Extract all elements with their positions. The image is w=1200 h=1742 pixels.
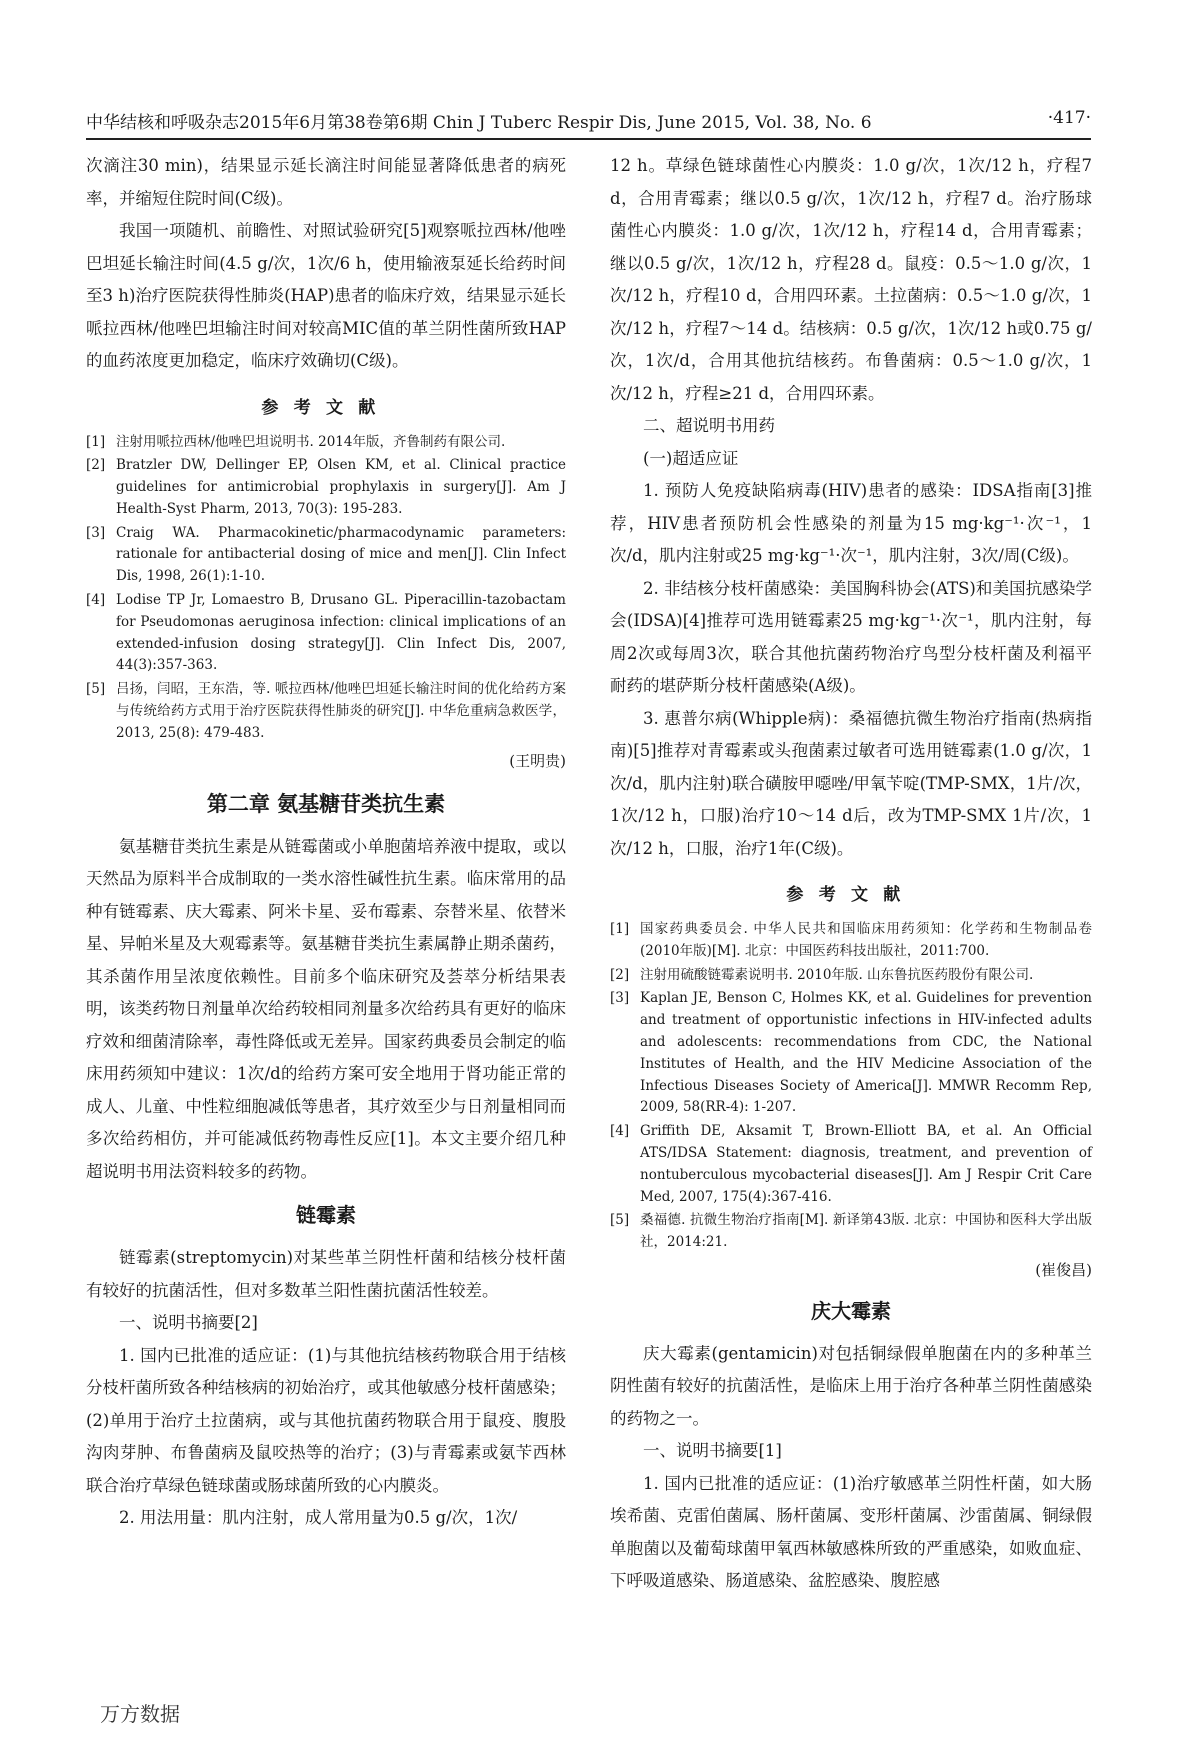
subheading: (一)超适应证 <box>643 448 739 468</box>
paragraph: 3. 惠普尔病(Whipple病)：桑福德抗微生物治疗指南(热病指南)[5]推荐对青霉素或头孢菌素过敏者可选用链霉素(1.0 g/次，1次/d，肌内注射)联合磺胺甲噁唑/甲氧苄啶(TMP-SMX，1片/次，1次/12 h，口服)治疗10～14 d后，改为TMP-SMX 1片/次，1次/12 h，口服，治疗1年(C级)。 <box>610 708 1092 858</box>
reference-text: Griffith DE, Aksamit T, Brown-Elliott BA, et al. An Official ATS/IDSA Statement: diagnosis, treatment, and prevention of nontuberculous mycobacterial diseases[J]. Am J Respir Crit Care Med, 2007, 175(4):367-416. <box>640 1123 1092 1205</box>
reference-text: 桑福德. 抗微生物治疗指南[M]. 新译第43版. 北京：中国协和医科大学出版社，2014:21. <box>640 1212 1092 1251</box>
running-header <box>86 104 1091 140</box>
subheading: 一、说明书摘要[2] <box>119 1313 258 1333</box>
reference-item <box>86 455 566 520</box>
reference-number: [1] <box>610 921 630 937</box>
references-heading: 参考文献 <box>261 397 391 418</box>
paragraph: 2. 非结核分枝杆菌感染：美国胸科协会(ATS)和美国抗感染学会(IDSA)[4]推荐可选用链霉素25 mg·kg⁻¹·次⁻¹，肌内注射，每周2次或每周3次，联合其他抗菌药物治疗鸟型分枝杆菌及利福平耐药的堪萨斯分枝杆菌感染(A级)。 <box>610 578 1092 695</box>
reference-number: [4] <box>86 592 106 609</box>
reference-text: Lodise TP Jr, Lomaestro B, Drusano GL. Piperacillin-tazobactam for Pseudomonas aeruginosa infection: clinical implications of an extended-infusion dosing strategy[J]. Clin Infect Dis, 2007, 44(3):357-363. <box>116 592 566 674</box>
left-column <box>86 150 566 1535</box>
reference-item <box>610 1121 1092 1208</box>
drug-heading: 庆大霉素 <box>811 1298 891 1323</box>
journal-citation: 中华结核和呼吸杂志2015年6月第38卷第6期 Chin J Tuberc Respir Dis, June 2015, Vol. 38, No. 6 <box>86 113 872 133</box>
paragraph: 次滴注30 min)，结果显示延长滴注时间能显著降低患者的病死率，并缩短住院时间(C级)。 <box>86 156 566 208</box>
paragraph: 1. 国内已批准的适应证：(1)与其他抗结核药物联合用于结核分枝杆菌所致各种结核病的初始治疗，或其他敏感分枝杆菌感染；(2)单用于治疗土拉菌病，或与其他抗菌药物联合用于鼠疫、腹股沟肉芽肿、布鲁菌病及鼠咬热等的治疗；(3)与青霉素或氨苄西林联合治疗草绿色链球菌或肠球菌所致的心内膜炎。 <box>86 1345 566 1495</box>
reference-item <box>610 965 1092 987</box>
chapter-title: 第二章 氨基糖苷类抗生素 <box>206 790 446 816</box>
reference-item <box>86 523 566 588</box>
reference-number: [5] <box>610 1212 630 1229</box>
paragraph: 我国一项随机、前瞻性、对照试验研究[5]观察哌拉西林/他唑巴坦延长输注时间(4.5 g/次，1次/6 h，使用输液泵延长给药时间至3 h)治疗医院获得性肺炎(HAP)患者的临床疗效，结果显示延长哌拉西林/他唑巴坦输注时间对较高MIC值的革兰阴性菌所致HAP的血药浓度更加稳定，临床疗效确切(C级)。 <box>86 221 566 370</box>
reference-list <box>610 919 1092 1254</box>
right-column <box>610 150 1092 1598</box>
reference-item <box>610 1210 1092 1254</box>
reference-number: [3] <box>610 990 630 1007</box>
reference-text: Kaplan JE, Benson C, Holmes KK, et al. Guidelines for prevention and treatment of opportunistic infections in HIV-infected adults and adolescents: recommendations from CDC, the National Institutes of Health, and the HIV Medicine Association of the Infectious Diseases Society of America[J]. MMWR Recomm Rep, 2009, 58(RR-4): 1-207. <box>640 990 1092 1116</box>
paragraph: 氨基糖苷类抗生素是从链霉菌或小单胞菌培养液中提取，或以天然品为原料半合成制取的一类水溶性碱性抗生素。临床常用的品种有链霉素、庆大霉素、阿米卡星、妥布霉素、奈替米星、依替米星、异帕米星及大观霉素等。氨基糖苷类抗生素属静止期杀菌药，其杀菌作用呈浓度依赖性。目前多个临床研究及荟萃分析结果表明，该类药物日剂量单次给药较相同剂量多次给药具有更好的临床疗效和细菌清除率，毒性降低或无差异。国家药典委员会制定的临床用药须知中建议：1次/d的给药方案可安全地用于肾功能正常的成人、儿童、中性粒细胞减低等患者，其疗效至少与日剂量相同而多次给药相仿，并可能减低药物毒性反应[1]。本文主要介绍几种超说明书用法资料较多的药物。 <box>86 836 566 1181</box>
reference-text: 国家药典委员会. 中华人民共和国临床用药须知：化学药和生物制品卷(2010年版)[M]. 北京：中国医药科技出版社，2011:700. <box>640 921 1092 959</box>
paragraph: 1. 国内已批准的适应证：(1)治疗敏感革兰阴性杆菌，如大肠埃希菌、克雷伯菌属、肠杆菌属、变形杆菌属、沙雷菌属、铜绿假单胞菌以及葡萄球菌甲氧西林敏感株所致的严重感染，如败血症、下呼吸道感染、肠道感染、盆腔感染、腹腔感 <box>610 1473 1092 1591</box>
paragraph: 2. 用法用量：肌内注射，成人常用量为0.5 g/次，1次/ <box>119 1508 518 1528</box>
reference-number: [2] <box>610 966 630 983</box>
subheading: 一、说明书摘要[1] <box>643 1441 782 1461</box>
reference-number: [5] <box>86 681 106 698</box>
section-author: (王明贵) <box>509 751 566 770</box>
reference-item <box>610 919 1092 963</box>
reference-list <box>86 432 566 745</box>
paragraph: 链霉素(streptomycin)对某些革兰阴性杆菌和结核分枝杆菌有较好的抗菌活性，但对多数革兰阳性菌抗菌活性较差。 <box>86 1248 566 1300</box>
reference-item <box>610 988 1092 1119</box>
page-number: ·417· <box>1047 108 1091 128</box>
database-watermark: 万方数据 <box>100 1702 180 1726</box>
reference-item <box>86 432 566 454</box>
reference-text: 吕扬，闫昭，王东浩，等. 哌拉西林/他唑巴坦延长输注时间的优化给药方案与传统给药方式用于治疗医院获得性肺炎的研究[J]. 中华危重病急救医学，2013, 25(8): 479-483. <box>116 681 566 741</box>
references-heading: 参考文献 <box>786 885 916 905</box>
reference-item <box>86 590 566 677</box>
reference-text: 注射用硫酸链霉素说明书. 2010年版. 山东鲁抗医药股份有限公司. <box>640 966 1034 983</box>
reference-number: [2] <box>86 457 106 474</box>
reference-text: Bratzler DW, Dellinger EP, Olsen KM, et al. Clinical practice guidelines for antimicrobial prophylaxis in surgery[J]. Am J Health-Syst Pharm, 2013, 70(3): 195-283. <box>116 457 566 517</box>
reference-number: [1] <box>86 433 106 450</box>
paragraph: 12 h。草绿色链球菌性心内膜炎：1.0 g/次，1次/12 h，疗程7 d，合用青霉素；继以0.5 g/次，1次/12 h，疗程7 d。治疗肠球菌性心内膜炎：1.0 g/次，1次/12 h，疗程14 d，合用青霉素；继以0.5 g/次，1次/12 h，疗程28 d。鼠疫：0.5～1.0 g/次，1次/12 h，疗程10 d，合用四环素。土拉菌病：0.5～1.0 g/次，1次/12 h，疗程7～14 d。结核病：0.5 g/次，1次/12 h或0.75 g/次，1次/d，合用其他抗结核药。布鲁菌病：0.5～1.0 g/次，1次/12 h，疗程≥21 d，合用四环素。 <box>610 156 1092 403</box>
reference-text: 注射用哌拉西林/他唑巴坦说明书. 2014年版，齐鲁制药有限公司. <box>116 433 506 450</box>
reference-number: [3] <box>86 524 106 541</box>
paragraph: 1. 预防人免疫缺陷病毒(HIV)患者的感染：IDSA指南[3]推荐，HIV患者预防机会性感染的剂量为15 mg·kg⁻¹·次⁻¹，1次/d，肌内注射或25 mg·kg⁻¹·次⁻¹，肌内注射，3次/周(C级)。 <box>610 481 1092 565</box>
reference-text: Craig WA. Pharmacokinetic/pharmacodynamic parameters: rationale for antibacterial dosing of mice and men[J]. Clin Infect Dis, 1998, 26(1):1-10. <box>116 524 566 585</box>
section-author: (崔俊昌) <box>1035 1260 1092 1279</box>
subheading: 二、超说明书用药 <box>643 416 775 435</box>
reference-item <box>86 679 566 744</box>
drug-heading: 链霉素 <box>296 1203 356 1228</box>
reference-number: [4] <box>610 1123 630 1140</box>
paragraph: 庆大霉素(gentamicin)对包括铜绿假单胞菌在内的多种革兰阴性菌有较好的抗菌活性，是临床上用于治疗各种革兰阴性菌感染的药物之一。 <box>610 1343 1092 1428</box>
